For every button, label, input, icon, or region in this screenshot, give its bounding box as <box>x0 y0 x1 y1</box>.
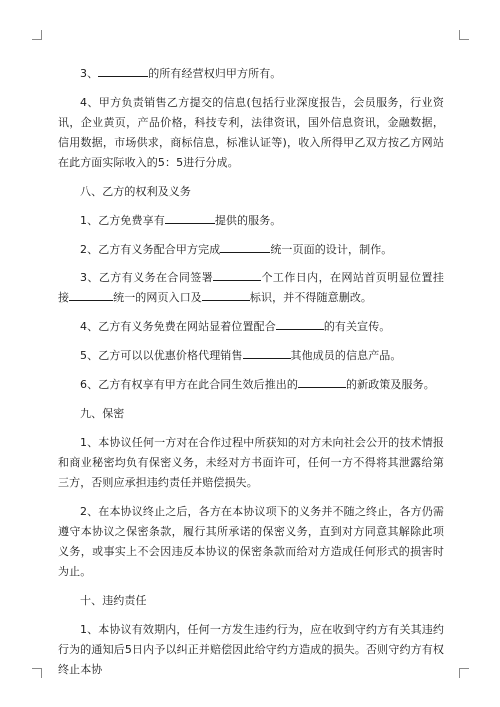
text: 的有关宣传。 <box>323 320 391 334</box>
paragraph-clause-3 <box>58 64 444 84</box>
text: 的新政策及服务。 <box>346 378 435 392</box>
text: 3、乙方有义务在合同签署 <box>80 271 214 285</box>
fill-in-blank <box>165 211 215 224</box>
document-body <box>58 64 444 688</box>
text: 5、乙方可以以优惠价格代理销售 <box>80 349 243 363</box>
paragraph-clause-9-2: 2、在本协议终止之后，各方在本协议项下的义务并不随之终止，各方仍需遵守本协议之保密条款，履行其所承诺的保密义务，直到对方同意其解除此项义务，或事实上不会因违反本协议的保密条款而给对方造成任何形式的损害时为止。 <box>58 504 444 578</box>
text: 统一的网页入口及 <box>113 291 202 305</box>
paragraph-clause-8-3 <box>58 268 444 308</box>
fill-in-blank <box>98 64 148 77</box>
fill-in-blank <box>243 346 291 359</box>
text: 3、 <box>80 67 99 80</box>
paragraph-clause-8-1 <box>58 211 444 231</box>
text: 标识，并不得随意删改。 <box>249 291 373 305</box>
paragraph-clause-8-4 <box>58 317 444 337</box>
text: 1、乙方免费享有 <box>80 213 165 227</box>
fill-in-blank <box>220 240 270 253</box>
text: 4、乙方有义务免费在网站显着位置配合 <box>80 320 276 334</box>
section-heading-9: 九、保密 <box>80 407 125 421</box>
paragraph-clause-9-1: 1、本协议任何一方对在合作过程中所获知的对方未向社会公开的技术情报和商业秘密均负有保密义务，未经对方书面许可，任何一方不得将其泄露给第三方，否则应承担违约责任并赔偿损失。 <box>58 435 444 489</box>
crop-mark-top-left <box>32 30 42 40</box>
text: 6、乙方有权享有甲方在此合同生效后推出的 <box>80 378 298 392</box>
paragraph-clause-8-5 <box>58 346 444 366</box>
paragraph-clause-10-1: 1、本协议有效期内，任何一方发生违约行为，应在收到守约方有关其违约行为的通知后5日内予以纠正并赔偿因此给守约方造成的损失。否则守约方有权终止本协 <box>58 622 444 676</box>
crop-mark-bottom-left <box>32 668 42 678</box>
text: 提供的服务。 <box>214 213 282 227</box>
fill-in-blank <box>91 288 113 301</box>
text: 2、乙方有义务配合甲方完成 <box>80 242 221 256</box>
crop-mark-top-right <box>459 30 469 40</box>
paragraph-clause-8-2 <box>58 240 444 260</box>
fill-in-blank <box>276 317 324 330</box>
crop-mark-bottom-right <box>459 668 469 678</box>
paragraph-clause-8-6 <box>58 375 444 395</box>
paragraph-clause-4: 4、甲方负责销售乙方提交的信息(包括行业深度报告，会员服务，行业资讯，企业黄页，产品价格，科技专利，法律资讯，国外信息资讯，金融数据，信用数据，市场供求，商标信息，标准认证等)，收入所得甲乙双方按乙方网站在此方面实际收入的5：5进行分成。 <box>58 95 444 169</box>
text: 统一页面的设计，制作。 <box>270 242 393 256</box>
text: 的所有经营权归甲方所有。 <box>148 67 282 80</box>
fill-in-blank <box>298 375 346 388</box>
text: 其他成员的信息产品。 <box>290 349 402 363</box>
section-heading-10: 十、违约责任 <box>80 593 147 607</box>
fill-in-blank <box>213 268 261 281</box>
fill-in-blank <box>202 288 250 301</box>
section-heading-8: 八、乙方的权利及义务 <box>80 184 191 198</box>
text: 个工作日内，在网站首页明显位置挂接 <box>58 271 444 305</box>
fill-in-blank <box>69 288 91 301</box>
